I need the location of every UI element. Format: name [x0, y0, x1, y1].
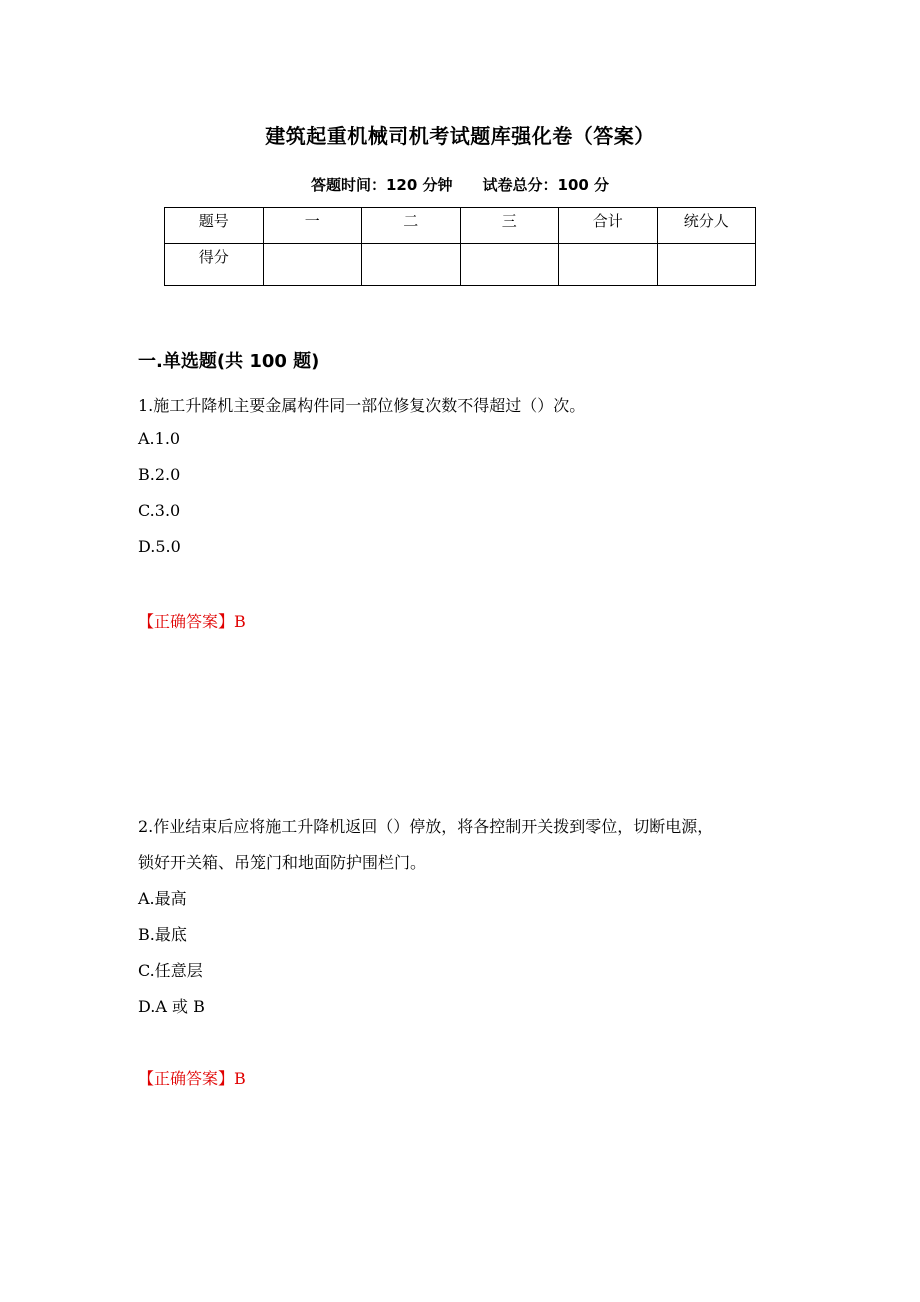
score-table-header: 二 — [362, 208, 461, 244]
question-2-option-a: A.最高 — [138, 889, 187, 908]
question-1-option-c: C.3.0 — [138, 501, 181, 520]
score-table-header: 合计 — [559, 208, 658, 244]
question-2-stem-line-1: 2.作业结束后应将施工升降机返回（）停放，将各控制开关拨到零位，切断电源， — [138, 817, 714, 836]
answer-label: 【正确答案】 — [138, 612, 235, 631]
score-table-score-row — [165, 244, 756, 286]
score-cell — [460, 244, 559, 286]
document-title: 建筑起重机械司机考试题库强化卷（答案） — [265, 124, 655, 148]
score-table-header: 一 — [263, 208, 362, 244]
answer-value: B — [234, 1069, 246, 1088]
score-cell — [362, 244, 461, 286]
question-1-stem: 1.施工升降机主要金属构件同一部位修复次数不得超过（）次。 — [138, 396, 586, 415]
question-2-answer — [138, 1066, 246, 1089]
question-1-option-a: A.1.0 — [138, 429, 181, 448]
score-cell — [657, 244, 756, 286]
score-table-header: 三 — [460, 208, 559, 244]
question-1-answer — [138, 609, 246, 632]
question-1-option-d: D.5.0 — [138, 537, 181, 556]
question-2-option-c: C.任意层 — [138, 961, 203, 980]
exam-total-score: 试卷总分：100 分 — [482, 176, 610, 194]
question-2-option-b: B.最底 — [138, 925, 187, 944]
score-cell — [263, 244, 362, 286]
exam-time: 答题时间：120 分钟 — [310, 176, 453, 194]
question-2-stem-line-2: 锁好开关箱、吊笼门和地面防护围栏门。 — [138, 853, 427, 872]
score-table-header-row — [165, 208, 756, 244]
exam-info — [0, 174, 920, 195]
score-cell — [559, 244, 658, 286]
question-1-option-b: B.2.0 — [138, 465, 181, 484]
question-2-option-d: D.A 或 B — [138, 997, 205, 1016]
score-table — [164, 207, 756, 286]
score-row-label: 得分 — [165, 244, 264, 286]
answer-label: 【正确答案】 — [138, 1069, 235, 1088]
answer-value: B — [234, 612, 246, 631]
score-table-header: 题号 — [165, 208, 264, 244]
section-title: 一.单选题(共 100 题) — [138, 351, 320, 372]
score-table-header: 统分人 — [657, 208, 756, 244]
